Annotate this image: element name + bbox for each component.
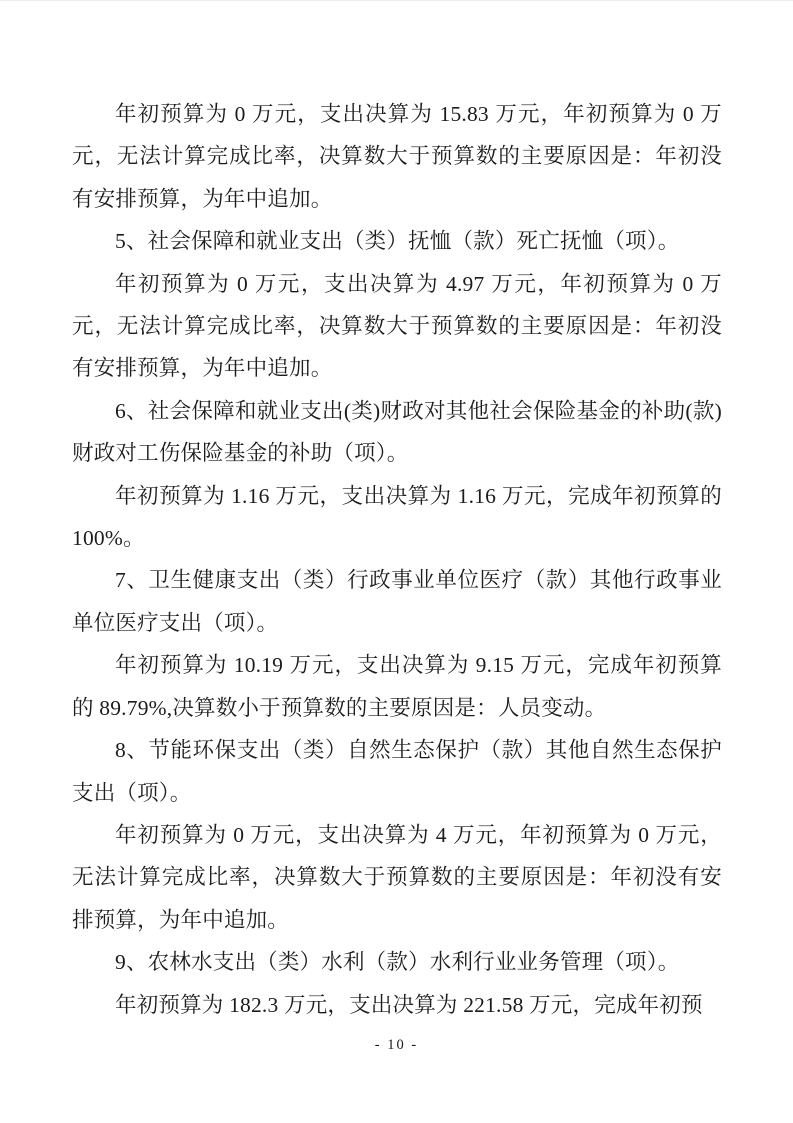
body-paragraph: 年初预算为 10.19 万元，支出决算为 9.15 万元，完成年初预算的 89.79%,决算数小于预算数的主要原因是：人员变动。 (72, 653, 722, 720)
body-paragraph: 年初预算为 0 万元，支出决算为 4 万元，年初预算为 0 万元，无法计算完成比率，决算数大于预算数的主要原因是：年初没有安排预算，为年中追加。 (72, 822, 722, 932)
item-heading-paragraph: 7、卫生健康支出（类）行政事业单位医疗（款）其他行政事业单位医疗支出（项）。 (72, 568, 722, 635)
item-heading-paragraph: 9、农林水支出（类）水利（款）水利行业业务管理（项）。 (115, 950, 680, 975)
item-heading-paragraph: 8、节能环保支出（类）自然生态保护（款）其他自然生态保护支出（项）。 (72, 738, 722, 805)
body-paragraph: 年初预算为 1.16 万元，支出决算为 1.16 万元，完成年初预算的 100%。 (72, 483, 722, 551)
document-body (72, 93, 722, 1026)
item-heading-paragraph: 5、社会保障和就业支出（类）抚恤（款）死亡抚恤（项）。 (115, 229, 680, 254)
page-number: - 10 - (374, 1037, 419, 1053)
body-paragraph: 年初预算为 0 万元，支出决算为 4.97 万元，年初预算为 0 万元，无法计算完成比率，决算数大于预算数的主要原因是：年初没有安排预算，为年中追加。 (72, 271, 722, 381)
item-heading-paragraph: 6、社会保障和就业支出(类)财政对其他社会保险基金的补助(款)财政对工伤保险基金的补助（项）。 (72, 398, 722, 466)
body-paragraph: 年初预算为 0 万元，支出决算为 15.83 万元，年初预算为 0 万元，无法计算完成比率，决算数大于预算数的主要原因是：年初没有安排预算，为年中追加。 (72, 102, 722, 211)
body-paragraph: 年初预算为 182.3 万元，支出决算为 221.58 万元，完成年初预 (115, 992, 703, 1017)
